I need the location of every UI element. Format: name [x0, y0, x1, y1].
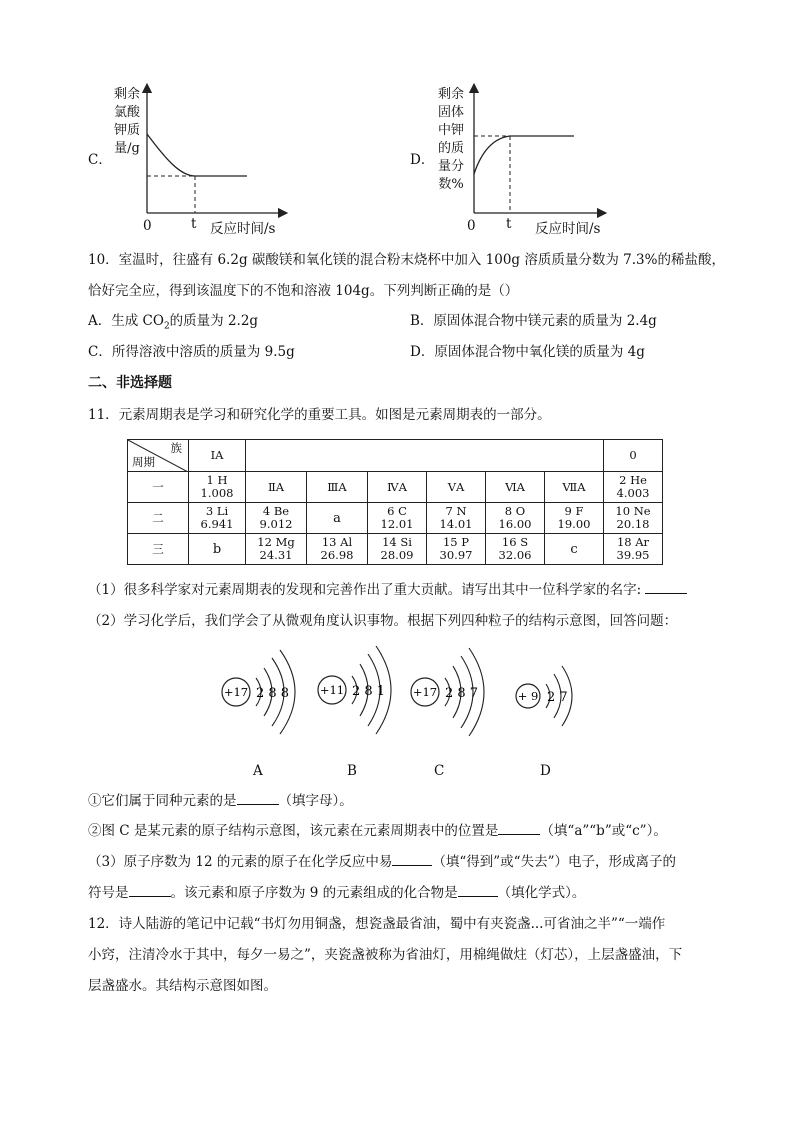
atom-a-nucleus: +17 — [223, 685, 249, 699]
q10-stem-line2: 恰好完全应，得到该温度下的不饱和溶液 104g。下列判断正确的是（） — [88, 283, 519, 299]
figd-y-axis-label: 剩余固体中钾的质量分数% — [437, 87, 464, 192]
cell-sym: 14 Si — [382, 535, 412, 549]
table-cell — [486, 534, 545, 565]
cell-sym: 3 Li — [205, 504, 229, 518]
q11-sub2-part2 — [88, 821, 667, 841]
header-blank — [246, 440, 604, 472]
table-row-period1 — [128, 472, 663, 503]
period-1-label: 一 — [128, 472, 189, 503]
period-3-label: 三 — [128, 534, 189, 565]
atom-d — [516, 666, 572, 726]
cell-mass: 9.012 — [259, 517, 293, 531]
table-cell — [604, 503, 663, 534]
figc-origin: 0 — [143, 218, 152, 234]
cell-sym: 18 Ar — [616, 535, 650, 549]
group-0-header: 0 — [604, 440, 663, 472]
q10-option-a-pre: A．生成 CO — [88, 313, 164, 329]
q11-sub3-line1 — [88, 852, 676, 872]
q10-option-a-sub: 2 — [163, 321, 170, 332]
q3-formula-blank[interactable] — [458, 896, 498, 897]
group-viia-header: ⅦA — [545, 472, 604, 503]
table-cell — [307, 534, 368, 565]
cell-mass: 12.01 — [380, 517, 414, 531]
cell-mass: 39.95 — [616, 548, 650, 562]
atom-label-a: A — [253, 763, 263, 779]
figd-x-axis-label: 反应时间/s — [535, 221, 601, 237]
atom-label-b: B — [347, 763, 357, 779]
table-cell — [427, 534, 486, 565]
q10-option-c: C．所得溶液中溶质的质量为 9.5g — [88, 344, 295, 360]
cell-he-sym: 2 He — [619, 473, 647, 487]
table-cell — [368, 503, 427, 534]
group-iia-header: ⅡA — [246, 472, 307, 503]
atom-b-nucleus: +11 — [319, 683, 345, 697]
option-d-label: D． — [410, 152, 435, 168]
cell-mass: 24.31 — [259, 548, 293, 562]
q3-line2-pre: 符号是 — [88, 885, 129, 901]
figc-t-label: t — [191, 216, 197, 232]
cell-mass: 16.00 — [498, 517, 532, 531]
q12-line2: 小窍，注清冷水于其中，每夕一易之”，夹瓷盏被称为省油灯，用棉绳做炷（灯芯），上层盏盛油，下 — [88, 947, 683, 963]
atom-d-nucleus: + 9 — [517, 689, 539, 703]
table-cell — [189, 503, 246, 534]
q2-1-answer-blank[interactable] — [237, 804, 279, 805]
q10-option-b: B．原固体混合物中镁元素的质量为 2.4g — [410, 313, 657, 329]
figc-y-axis-label: 剩余氯酸钾质量/g — [113, 87, 140, 156]
q2-2-post: （填“a”“b”或“c”）。 — [540, 823, 667, 839]
table-cell — [427, 503, 486, 534]
period-2-label: 二 — [128, 503, 189, 534]
figc-curve — [147, 134, 247, 176]
q10-stem-line1: 10．室温时，往盛有 6.2g 碳酸镁和氧化镁的混合粉末烧杯中加入 100g 溶质质量分数为 7.3%的稀盐酸， — [88, 252, 725, 268]
figd-origin: 0 — [467, 218, 476, 234]
q11-sub3-line2 — [88, 883, 585, 903]
corner-top-label: 族 — [170, 441, 182, 455]
figd-t-label: t — [506, 216, 512, 232]
figd-graph — [452, 78, 612, 238]
q3-ion-symbol-blank[interactable] — [129, 896, 171, 897]
cell-he — [604, 472, 663, 503]
cell-sym: 8 O — [504, 504, 526, 518]
atom-a — [222, 650, 295, 734]
table-row-period2 — [128, 503, 663, 534]
cell-sym: 15 P — [442, 535, 470, 549]
atom-c — [411, 648, 484, 736]
periodic-table — [127, 439, 663, 565]
cell-sym: 4 Be — [262, 504, 290, 518]
section-title: 二、非选择题 — [88, 375, 172, 391]
table-cell — [246, 534, 307, 565]
table-row-period3 — [128, 534, 663, 565]
q3-line1-post: （填“得到”或“失去”）电子，形成离子的 — [432, 854, 676, 870]
q2-2-answer-blank[interactable] — [498, 834, 540, 835]
q2-2-pre: ②图 C 是某元素的原子结构示意图，该元素在元素周期表中的位置是 — [88, 823, 499, 839]
cell-sym: 12 Mg — [257, 535, 295, 549]
atom-c-shells: 2 8 7 — [445, 686, 479, 701]
q10-option-a — [88, 311, 258, 337]
cell-h — [189, 472, 246, 503]
option-c-label: C． — [88, 152, 112, 168]
cell-mass: 20.18 — [616, 517, 650, 531]
cell-sym: 7 N — [445, 504, 467, 518]
figc-graph — [125, 78, 295, 238]
cell-mass: 26.98 — [320, 548, 354, 562]
figc-x-axis-label: 反应时间/s — [210, 221, 276, 237]
q10-option-d: D．原固体混合物中氧化镁的质量为 4g — [410, 344, 645, 360]
table-cell — [545, 503, 604, 534]
q11-sub1-answer-blank[interactable] — [645, 593, 687, 594]
cell-sym: 10 Ne — [615, 504, 651, 518]
q11-stem: 11．元素周期表是学习和研究化学的重要工具。如图是元素周期表的一部分。 — [88, 407, 551, 423]
cell-mass: 6.941 — [200, 517, 234, 531]
table-cell-b — [189, 534, 246, 565]
atom-b-shells: 2 8 1 — [352, 684, 386, 699]
atom-diagrams — [210, 640, 600, 750]
q11-sub2: （2）学习化学后，我们学会了从微观角度认识事物。根据下列四种粒子的结构示意图，回答问题： — [88, 613, 678, 629]
cell-sym: a — [333, 510, 341, 526]
group-via-header: ⅥA — [486, 472, 545, 503]
q3-gain-lose-blank[interactable] — [392, 865, 432, 866]
cell-h-sym: 1 H — [206, 473, 228, 487]
atom-c-nucleus: +17 — [412, 685, 438, 699]
group-iiia-header: ⅢA — [307, 472, 368, 503]
cell-sym: 13 Al — [321, 535, 353, 549]
table-cell-a — [307, 503, 368, 534]
q11-sub1-text: （1）很多科学家对元素周期表的发现和完善作出了重大贡献。请写出其中一位科学家的名字: — [88, 582, 642, 598]
table-cell-c — [545, 534, 604, 565]
group-va-header: ⅤA — [427, 472, 486, 503]
q11-sub2-part1 — [88, 791, 353, 811]
cell-sym: 16 S — [501, 535, 529, 549]
q11-sub1 — [88, 580, 687, 600]
cell-sym: 9 F — [564, 504, 584, 518]
q10-option-a-post: 的质量为 2.2g — [169, 313, 259, 329]
cell-sym: 6 C — [387, 504, 407, 518]
group-iva-header: ⅣA — [368, 472, 427, 503]
cell-mass: 30.97 — [439, 548, 473, 562]
q12-line3: 层盏盛水。其结构示意图如图。 — [88, 978, 277, 994]
cell-mass: 19.00 — [557, 517, 591, 531]
cell-mass: 32.06 — [498, 548, 532, 562]
cell-mass: 14.01 — [439, 517, 473, 531]
atom-b — [318, 646, 391, 734]
table-corner-cell — [128, 440, 189, 472]
q2-1-pre: ①它们属于同种元素的是 — [88, 793, 237, 809]
atom-a-shells: 2 8 8 — [256, 686, 290, 701]
atom-label-c: C — [434, 763, 445, 779]
atom-label-d: D — [540, 763, 551, 779]
q12-line1: 12．诗人陆游的笔记中记载“书灯勿用铜盏，想瓷盏最省油，蜀中有夹瓷盏...可省油之半”“一端作 — [88, 916, 666, 932]
atom-d-shells: 2 7 — [547, 690, 568, 705]
q3-line2-post: （填化学式）。 — [497, 885, 586, 901]
cell-sym: c — [570, 541, 578, 557]
group-ia-header: ⅠA — [189, 440, 246, 472]
corner-bottom-label: 周期 — [132, 455, 155, 469]
cell-sym: b — [212, 541, 222, 557]
table-cell — [368, 534, 427, 565]
cell-mass: 28.09 — [380, 548, 414, 562]
q2-1-post: （填字母）。 — [278, 793, 353, 809]
table-header-row — [128, 440, 663, 472]
q3-line1-pre: （3）原子序数为 12 的元素的原子在化学反应中易 — [88, 854, 393, 870]
q3-line2-mid: 。该元素和原子序数为 9 的元素组成的化合物是 — [170, 885, 458, 901]
table-cell — [604, 534, 663, 565]
figd-curve — [474, 136, 574, 174]
table-cell — [486, 503, 545, 534]
table-cell — [246, 503, 307, 534]
cell-h-mass: 1.008 — [200, 486, 234, 500]
cell-he-mass: 4.003 — [616, 486, 650, 500]
